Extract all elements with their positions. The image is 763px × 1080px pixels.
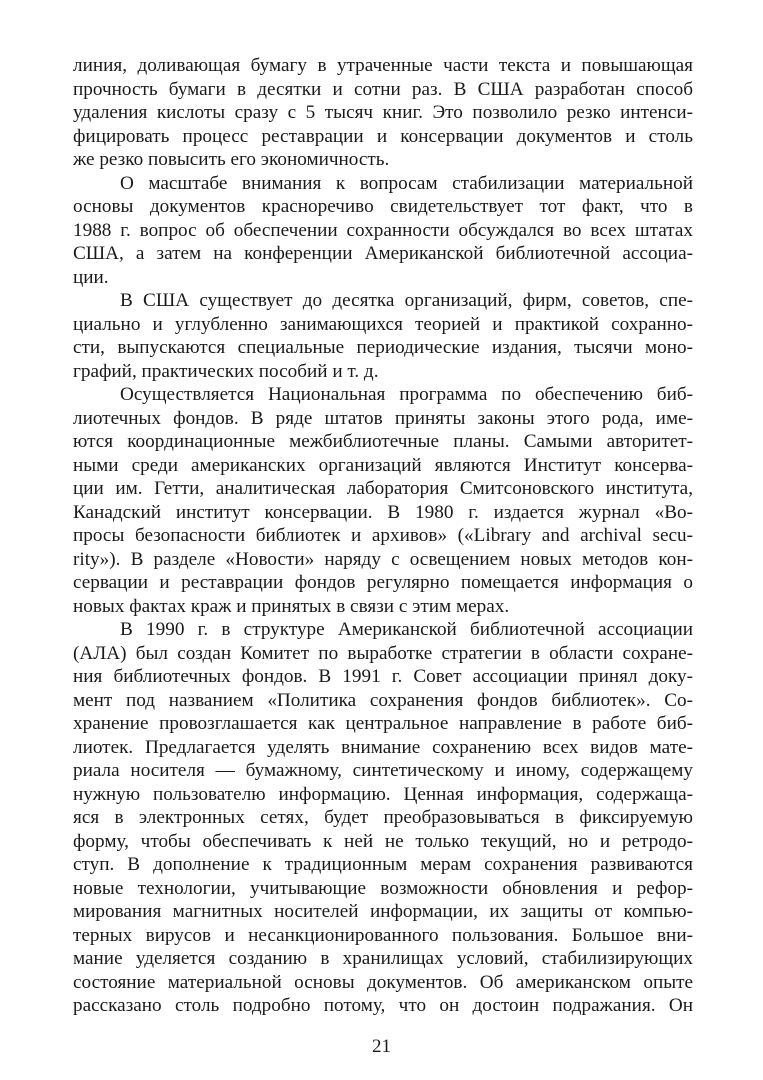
text-line: терных вирусов и несанкционированного пользования. Большое вни- (73, 924, 693, 946)
text-line: нужную пользователю информацию. Ценная информация, содержаща- (73, 783, 693, 805)
text-line: мент под названием «Политика сохранения фондов библиотек». Со- (73, 689, 693, 711)
text-line: основы документов красноречиво свидетельствует тот факт, что в (73, 196, 693, 217)
text-line: США, а затем на конференции Американской библиотечной ассоциа- (73, 243, 693, 264)
text-line: В США существует до десятка организаций, фирм, советов, спе- (120, 290, 693, 311)
text-line: ются координационные межбиблиотечные планы. Самыми авторитет- (73, 431, 693, 452)
text-line: мирования магнитных носителей информации, их защиты от компью- (73, 901, 693, 922)
text-line: рассказано столь подробно потому, что он достоин подражания. Он (73, 995, 693, 1016)
text-line: сервации и реставрации фондов регулярно помещается информация о (73, 572, 693, 593)
text-line: удаления кислоты сразу с 5 тысяч книг. Это позволило резко интенси- (73, 102, 693, 123)
text-line: состояние материальной основы документов. Об американском опыте (73, 971, 693, 993)
text-line: мание уделяется созданию в хранилищах условий, стабилизирующих (73, 948, 693, 969)
text-line: лиотек. Предлагается уделять внимание сохранению всех видов мате- (73, 736, 693, 758)
text-line: же резко повысить его экономичность. (73, 149, 390, 170)
text-line: Осуществляется Национальная программа по обеспечению биб- (120, 384, 693, 405)
text-line: линия, доливающая бумагу в утраченные части текста и повышающая (73, 55, 693, 76)
text-line: (АЛА) был создан Комитет по выработке стратегии в области сохране- (73, 642, 693, 664)
text-line: О масштабе внимания к вопросам стабилизации материальной (120, 172, 693, 194)
text-line: хранение провозглашается как центральное направление в работе биб- (73, 713, 693, 734)
text-line: риала носителя — бумажному, синтетическому и иному, содержащему (73, 760, 693, 781)
text-line: прочность бумаги в десятки и сотни раз. В США разработан способ (73, 78, 693, 100)
text-line: новых фактах краж и принятых в связи с этим мерах. (73, 595, 510, 617)
paragraph (73, 289, 693, 383)
paragraph (73, 618, 693, 1018)
text-line: В 1990 г. в структуре Американской библиотечной ассоциации (120, 619, 693, 640)
text-line: ступ. В дополнение к традиционным мерам сохранения развиваются (73, 854, 693, 875)
paragraph (73, 383, 693, 618)
page-number: 21 (372, 1036, 391, 1057)
text-line: ции. (73, 266, 109, 288)
text-line: фицировать процесс реставрации и консервации документов и столь (73, 125, 693, 147)
text-line: ными среди американских организаций являются Институт консерва- (73, 454, 693, 476)
paragraph (73, 54, 693, 172)
text-line: 1988 г. вопрос об обеспечении сохранности обсуждался во всех штатах (73, 219, 693, 241)
text-line: rity»). В разделе «Новости» наряду с освещением новых методов кон- (73, 548, 693, 570)
paragraph (73, 172, 693, 290)
text-line: циально и углубленно занимающихся теорией и практикой сохранно- (73, 313, 693, 335)
text-line: ния библиотечных фондов. В 1991 г. Совет ассоциации принял доку- (73, 666, 693, 687)
text-line: графий, практических пособий и т. д. (73, 360, 379, 382)
text-line: яся в электронных сетях, будет преобразовываться в фиксируемую (73, 807, 693, 828)
text-line: новые технологии, учитывающие возможности обновления и рефор- (73, 877, 693, 899)
text-line: форму, чтобы обеспечивать к ней не только текущий, но и ретродо- (73, 830, 693, 852)
text-line: сти, выпускаются специальные периодические издания, тысячи моно- (73, 337, 693, 358)
page-body (73, 54, 693, 1018)
text-line: просы безопасности библиотек и архивов» («Library and archival secu- (73, 525, 693, 546)
text-line: Канадский институт консервации. В 1980 г. издается журнал «Во- (73, 501, 693, 523)
text-line: лиотечных фондов. В ряде штатов приняты законы этого рода, име- (73, 407, 693, 429)
text-line: ции им. Гетти, аналитическая лаборатория Смитсоновского института, (73, 478, 693, 499)
